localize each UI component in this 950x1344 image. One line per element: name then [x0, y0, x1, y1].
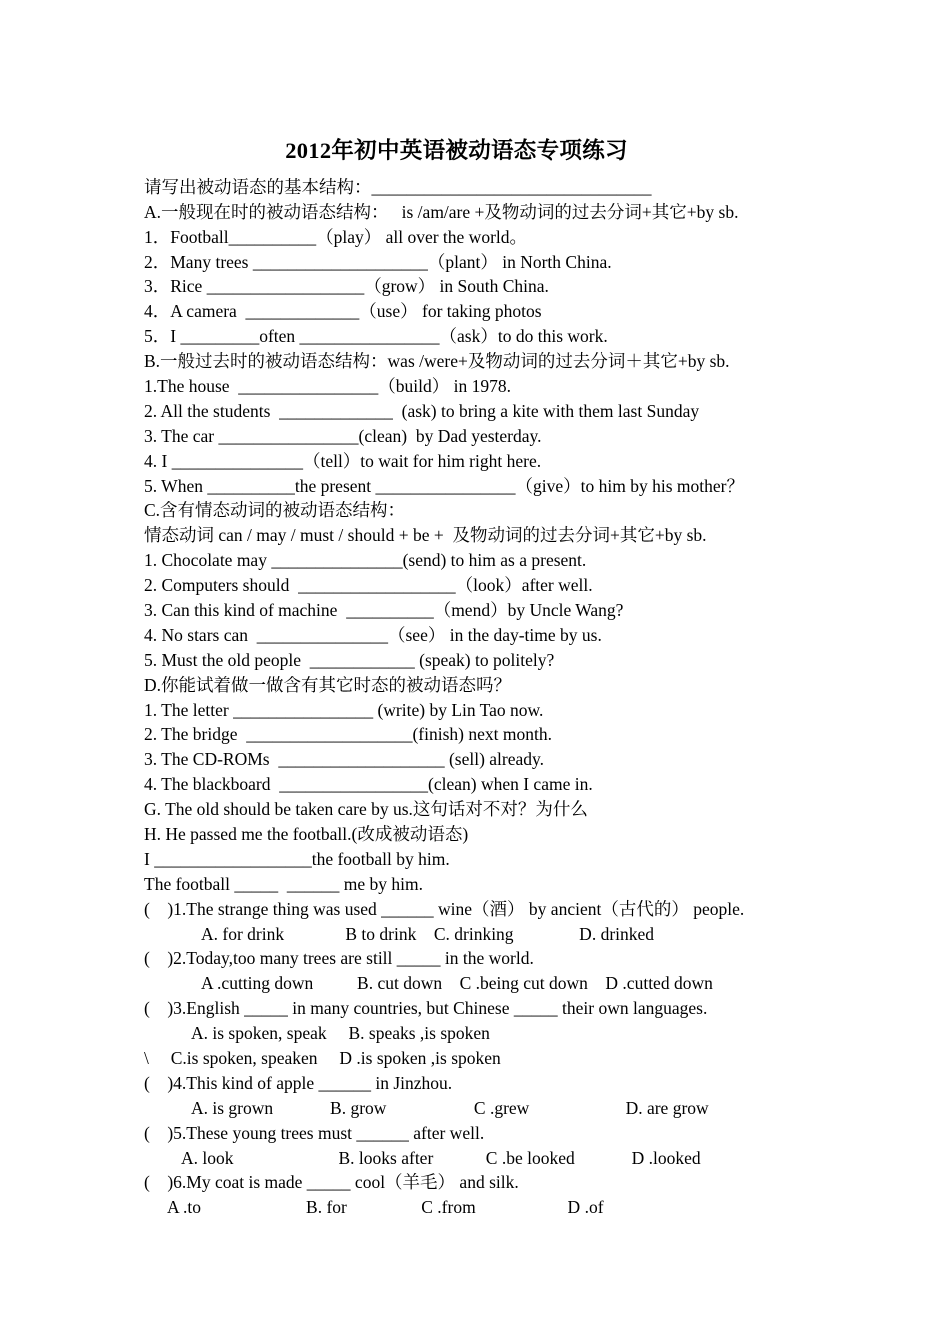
section-a-heading: A.一般现在时的被动语态结构： is /am/are +及物动词的过去分词+其它+by sb.: [144, 202, 739, 222]
mc-question-5: ( )5.These young trees must ______ after well.: [144, 1123, 485, 1143]
question-h-answer-1: I __________________the football by him.: [144, 849, 450, 869]
mc-question-6: ( )6.My coat is made _____ cool（羊毛） and silk.: [144, 1172, 519, 1192]
exercise-a4: 4．A camera _____________（use） for taking photos: [144, 301, 542, 321]
mc-options-6: A .to B. for C .from D .of: [167, 1197, 604, 1217]
exercise-a1: 1．Football__________（play） all over the world。: [144, 227, 528, 247]
exercise-b1: 1.The house ________________（build） in 1978.: [144, 376, 511, 396]
mc-options-3b: \ C.is spoken, speaken D .is spoken ,is spoken: [144, 1048, 501, 1068]
exercise-d4: 4. The blackboard _________________(clean) when I came in.: [144, 774, 593, 794]
section-c-structure: 情态动词 can / may / must / should + be + 及物动词的过去分词+其它+by sb.: [144, 525, 707, 545]
question-h-answer-2: The football _____ ______ me by him.: [144, 874, 423, 894]
exercise-b3: 3. The car ________________(clean) by Dad yesterday.: [144, 426, 542, 446]
mc-question-1: ( )1.The strange thing was used ______ wine（酒） by ancient（古代的） people.: [144, 899, 745, 919]
exercise-b4: 4. I _______________（tell）to wait for him right here.: [144, 451, 542, 471]
exercise-b2: 2. All the students _____________ (ask) to bring a kite with them last Sunday: [144, 401, 700, 421]
mc-options-5: A. look B. looks after C .be looked D .looked: [181, 1148, 701, 1168]
basic-structure-prompt: 请写出被动语态的基本结构：________________________________: [144, 177, 652, 197]
exercise-d2: 2. The bridge ___________________(finish) next month.: [144, 724, 552, 744]
exercise-c5: 5. Must the old people ____________ (speak) to politely?: [144, 650, 555, 670]
exercise-d1: 1. The letter ________________ (write) by Lin Tao now.: [144, 700, 544, 720]
exercise-c1: 1. Chocolate may _______________(send) to him as a present.: [144, 550, 587, 570]
mc-options-3a: A. is spoken, speak B. speaks ,is spoken: [191, 1023, 490, 1043]
mc-question-3: ( )3.English _____ in many countries, but Chinese _____ their own languages.: [144, 998, 708, 1018]
exercise-d3: 3. The CD-ROMs ___________________ (sell) already.: [144, 749, 545, 769]
question-g: G. The old should be taken care by us.这句话对不对？为什么: [144, 799, 588, 819]
exercise-c4: 4. No stars can _______________（see） in the day-time by us.: [144, 625, 602, 645]
exercise-b5: 5. When __________the present ________________（give）to him by his mother？: [144, 476, 744, 496]
exercise-c3: 3. Can this kind of machine __________（mend）by Uncle Wang?: [144, 600, 624, 620]
exercise-a5: 5．I _________often ________________（ask）to do this work.: [144, 326, 608, 346]
question-h: H. He passed me the football.(改成被动语态): [144, 824, 469, 844]
section-d-heading: D.你能试着做一做含有其它时态的被动语态吗？: [144, 675, 512, 695]
page-title: 2012年初中英语被动语态专项练习: [285, 138, 628, 163]
exercise-a3: 3．Rice __________________（grow） in South China.: [144, 276, 549, 296]
mc-options-1: A. for drink B to drink C. drinking D. drinked: [201, 924, 655, 944]
mc-question-4: ( )4.This kind of apple ______ in Jinzhou.: [144, 1073, 453, 1093]
mc-options-2: A .cutting down B. cut down C .being cut down D .cutted down: [201, 973, 713, 993]
exercise-a2: 2．Many trees ____________________（plant） in North China.: [144, 252, 612, 272]
section-c-heading: C.含有情态动词的被动语态结构：: [144, 500, 406, 520]
mc-options-4: A. is grown B. grow C .grew D. are grow: [191, 1098, 709, 1118]
section-b-heading: B.一般过去时的被动语态结构：was /were+及物动词的过去分词＋其它+by sb.: [144, 351, 730, 371]
mc-question-2: ( )2.Today,too many trees are still _____ in the world.: [144, 948, 534, 968]
exercise-c2: 2. Computers should __________________（look）after well.: [144, 575, 593, 595]
